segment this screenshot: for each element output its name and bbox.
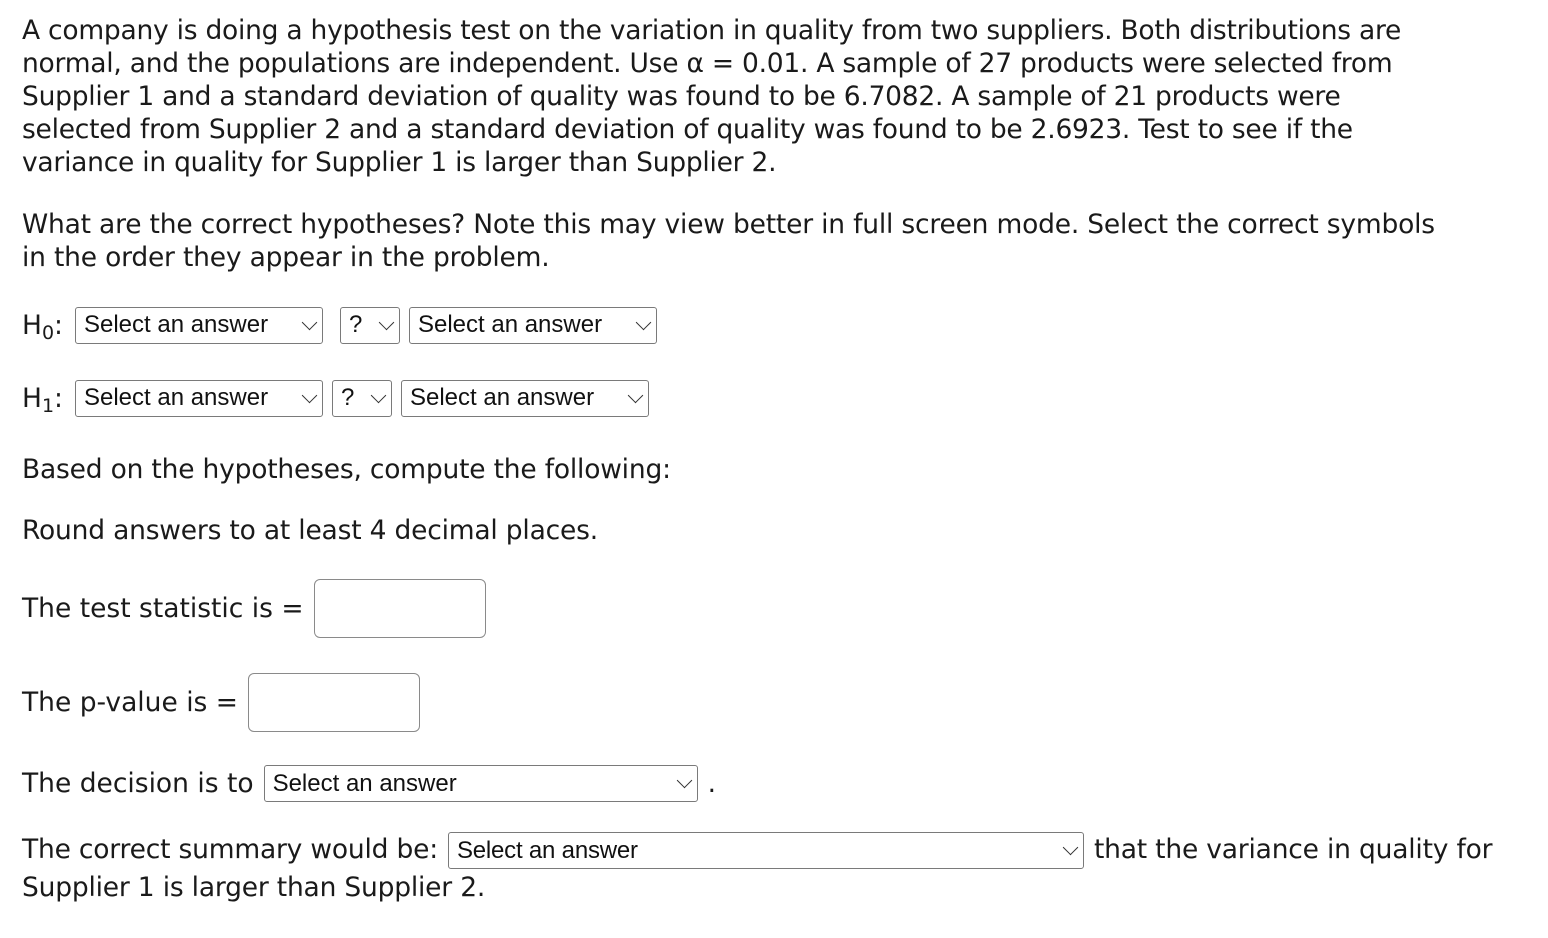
- decision-period: .: [707, 768, 717, 799]
- chevron-down-icon: [371, 387, 387, 403]
- h1-parameter-2-select[interactable]: Select an answer: [401, 380, 649, 417]
- test-statistic-row: [22, 579, 1522, 638]
- h0-symbol-select[interactable]: ?: [340, 307, 400, 344]
- chevron-down-icon: [628, 387, 644, 403]
- h1-symbol-select[interactable]: ?: [332, 380, 392, 417]
- summary-select[interactable]: Select an answer: [448, 832, 1084, 869]
- null-hypothesis-label: $H_0$:: [22, 309, 63, 344]
- h0-parameter-1-select[interactable]: Select an answer: [75, 307, 323, 344]
- chevron-down-icon: [379, 314, 395, 330]
- p-value-label: The p-value is =: [22, 687, 238, 718]
- chevron-down-icon: [1063, 840, 1079, 856]
- test-statistic-label: The test statistic is =: [22, 593, 304, 624]
- compute-instructions: Based on the hypotheses, compute the following:: [22, 454, 671, 485]
- test-statistic-input[interactable]: [314, 579, 486, 638]
- alternative-hypothesis-label: $H_1$:: [22, 382, 63, 417]
- summary-suffix: that the variance in quality for Supplier 1 is larger than Supplier 2.: [22, 834, 1493, 903]
- decision-select[interactable]: Select an answer: [264, 765, 698, 802]
- p-value-row: [22, 673, 1522, 732]
- summary-label: The correct summary would be:: [22, 834, 438, 865]
- h0-parameter-2-select[interactable]: Select an answer: [409, 307, 657, 344]
- chevron-down-icon: [302, 387, 318, 403]
- summary-row: [22, 831, 1522, 906]
- p-value-input[interactable]: [248, 673, 420, 732]
- chevron-down-icon: [676, 773, 692, 789]
- null-hypothesis-row: [22, 306, 1522, 344]
- chevron-down-icon: [302, 314, 318, 330]
- chevron-down-icon: [636, 314, 652, 330]
- hypotheses-question: What are the correct hypotheses? Note this may view better in full screen mode. Select the correct symbols in the order they appear in the problem.: [22, 209, 1435, 273]
- alternative-hypothesis-row: [22, 379, 1522, 417]
- rounding-instructions: Round answers to at least 4 decimal places.: [22, 515, 598, 546]
- problem-statement: A company is doing a hypothesis test on the variation in quality from two suppliers. Both distributions are normal, and the populations are independent. Use α = 0.01. A sample of 27 products were selected from Supplier 1 and a standard deviation of quality was found to be 6.7082. A sample of 21 products were selected from Supplier 2 and a standard deviation of quality was found to be 2.6923. Test to see if the variance in quality for Supplier 1 is larger than Supplier 2.: [22, 15, 1402, 178]
- question-page: [22, 14, 1522, 906]
- h1-parameter-1-select[interactable]: Select an answer: [75, 380, 323, 417]
- decision-label: The decision is to: [22, 768, 254, 799]
- decision-row: [22, 765, 1522, 802]
